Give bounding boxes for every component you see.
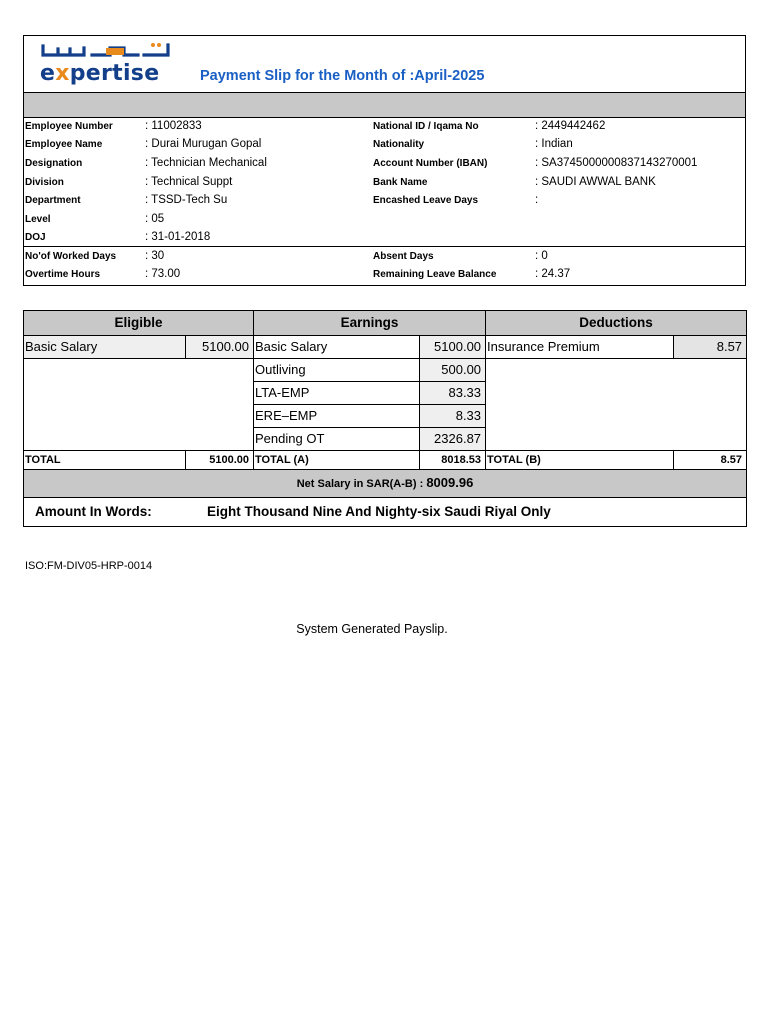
value-iban: : SA3745000000837143270001 [535,157,698,169]
label-leave-balance: Remaining Leave Balance [373,269,497,280]
label-worked-days: No'of Worked Days [25,251,117,262]
label-nationality: Nationality [373,139,425,150]
value-division: : Technical Suppt [145,176,233,188]
table-row [24,359,747,382]
eligible-amount: 5100.00 [186,336,254,359]
net-salary-row [24,470,747,498]
total-earnings-value: 8018.53 [420,451,486,470]
label-encashed-leave: Encashed Leave Days [373,195,479,206]
totals-row [24,451,747,470]
value-employee-number: : 11002833 [145,120,202,132]
value-national-id: : 2449442462 [535,120,606,132]
earning-amount: 500.00 [420,359,486,382]
logo-text-rest: pertise [69,61,160,86]
header-band [24,92,745,118]
salary-table [23,310,747,527]
total-earnings-label: TOTAL (A) [254,451,420,470]
net-salary [24,470,747,498]
header-eligible: Eligible [24,311,254,336]
total-eligible-label: TOTAL [24,451,186,470]
label-iban: Account Number (IBAN) [373,158,488,169]
value-leave-balance: : 24.37 [535,268,571,280]
total-deductions-value: 8.57 [674,451,747,470]
value-employee-name: : Durai Murugan Gopal [145,138,262,150]
amount-in-words-row [24,498,747,527]
value-doj: : 31-01-2018 [145,231,211,243]
value-absent-days: : 0 [535,250,548,262]
earning-name: Basic Salary [254,336,420,359]
deductions-empty-area [486,359,747,451]
label-doj: DOJ [25,232,46,243]
header-deductions: Deductions [486,311,747,336]
logo-text-e: e [40,61,56,86]
words-label: Amount In Words: [35,504,152,519]
earning-name: ERE–EMP [254,405,420,428]
employee-info-box [23,35,746,286]
earning-name: LTA-EMP [254,382,420,405]
value-level: : 05 [145,213,165,225]
earning-amount: 5100.00 [420,336,486,359]
label-overtime-hours: Overtime Hours [25,269,101,280]
company-logo [40,63,159,85]
label-designation: Designation [25,158,83,169]
earning-amount: 8.33 [420,405,486,428]
iso-code: ISO:FM-DIV05-HRP-0014 [25,560,153,572]
label-absent-days: Absent Days [373,251,434,262]
label-division: Division [25,177,64,188]
total-deductions-label: TOTAL (B) [486,451,674,470]
label-employee-name: Employee Name [25,139,103,150]
label-department: Department [25,195,81,206]
deduction-amount: 8.57 [674,336,747,359]
label-bank-name: Bank Name [373,177,428,188]
label-employee-number: Employee Number [25,121,113,132]
value-worked-days: : 30 [145,250,165,262]
value-encashed-leave: : [535,194,539,206]
divider [24,246,745,247]
earning-amount: 2326.87 [420,428,486,451]
page-title: Payment Slip for the Month of :April-2025 [200,68,485,84]
value-bank-name: : SAUDI AWWAL BANK [535,176,656,188]
earning-amount: 83.33 [420,382,486,405]
value-designation: : Technician Mechanical [145,157,267,169]
net-salary-value: 8009.96 [426,475,474,490]
logo-text-x: x [55,61,70,86]
deduction-name: Insurance Premium [486,336,674,359]
label-national-id: National ID / Iqama No [373,121,479,132]
amount-in-words [24,498,747,527]
system-generated-note: System Generated Payslip. [296,622,448,636]
value-nationality: : Indian [535,138,573,150]
value-department: : TSSD-Tech Su [145,194,228,206]
earning-name: Pending OT [254,428,420,451]
label-level: Level [25,214,51,225]
header-earnings: Earnings [254,311,486,336]
value-overtime-hours: : 73.00 [145,268,181,280]
net-salary-label: Net Salary in SAR(A-B) : [296,478,424,490]
table-row [24,336,747,359]
eligible-empty-area [24,359,254,451]
earning-name: Outliving [254,359,420,382]
eligible-name: Basic Salary [24,336,186,359]
total-eligible-value: 5100.00 [186,451,254,470]
words-value: Eight Thousand Nine And Nighty-six Saudi Riyal Only [207,504,551,519]
